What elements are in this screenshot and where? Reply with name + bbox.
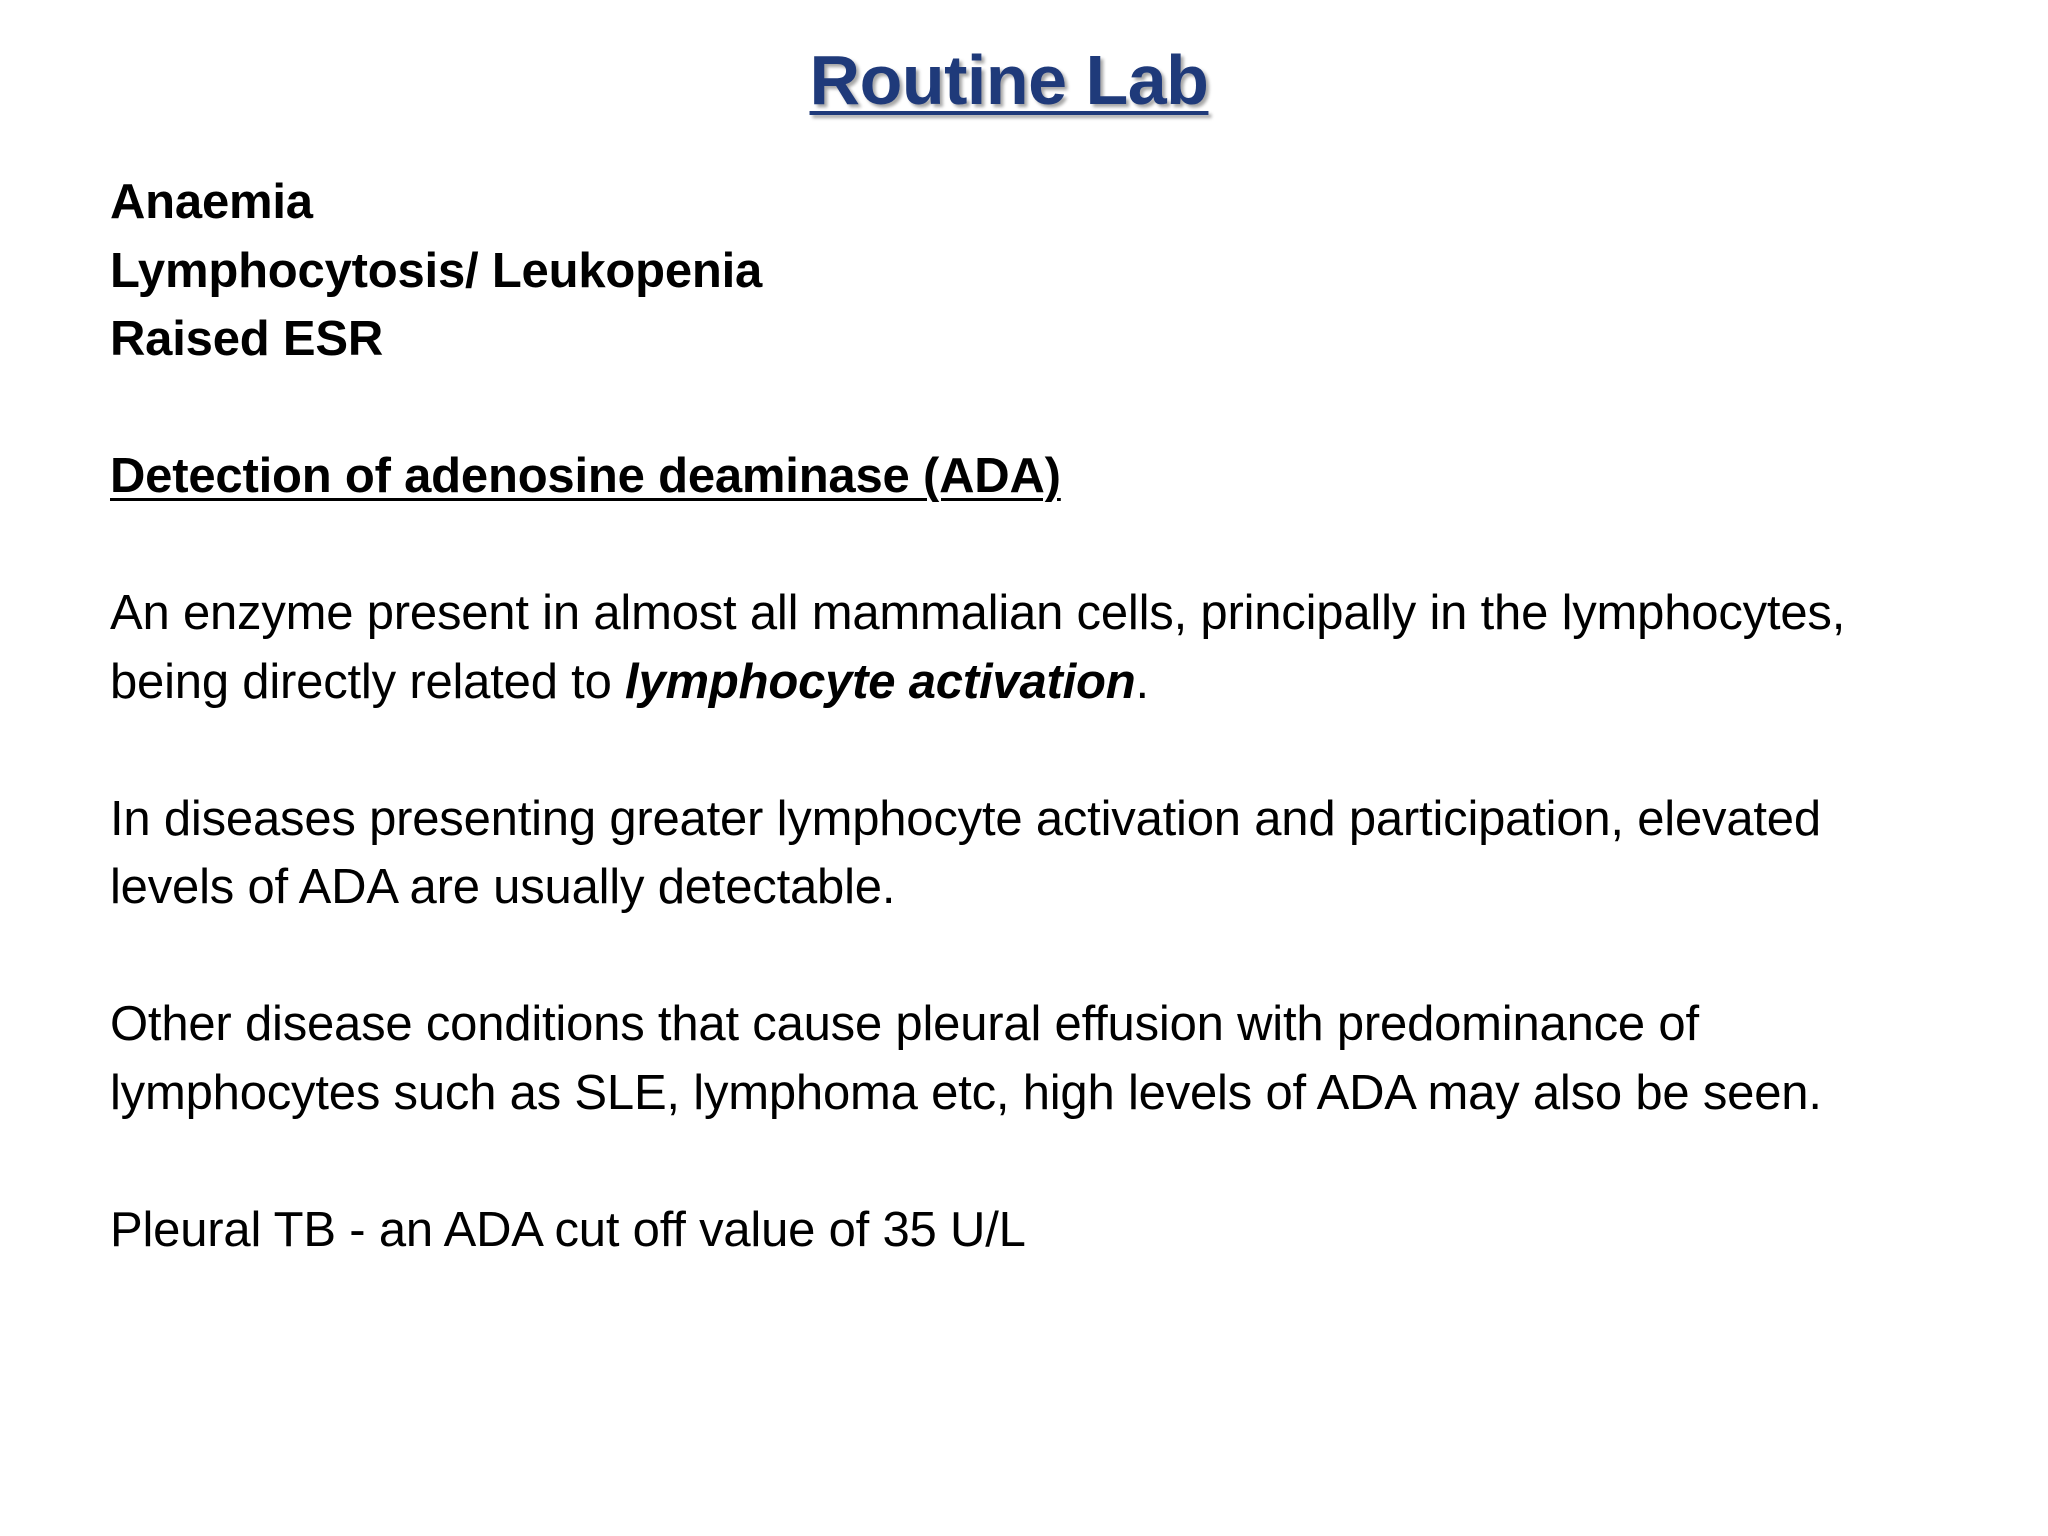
slide-content: [110, 168, 2010, 1264]
paragraph4-line1: Pleural TB - an ADA cut off value of 35 U/L: [110, 1202, 1026, 1257]
spacer: [110, 374, 2010, 443]
spacer: [110, 716, 2010, 785]
spacer: [110, 922, 2010, 991]
paragraph1-line2: [110, 648, 2010, 717]
spacer: [110, 511, 2010, 580]
finding-anaemia: Anaemia: [110, 175, 313, 229]
finding-raised-esr: Raised ESR: [110, 312, 384, 366]
paragraph2-line2: levels of ADA are usually detectable.: [110, 860, 896, 914]
paragraph1-line1: An enzyme present in almost all mammalian cells, principally in the lymphocytes,: [110, 586, 1846, 640]
paragraph2-line1: In diseases presenting greater lymphocyte activation and participation, elevated: [110, 791, 1821, 846]
lymphocyte-activation-emphasis: lymphocyte activation: [625, 654, 1136, 709]
ada-heading-line: [110, 442, 2010, 511]
spacer: [110, 1127, 2010, 1196]
finding-lymphocytosis-leukopenia: Lymphocytosis/ Leukopenia: [110, 243, 763, 298]
paragraph1-line2-suffix: .: [1135, 654, 1149, 709]
ada-heading: Detection of adenosine deaminase (ADA): [110, 449, 1061, 503]
slide-title: Routine Lab: [809, 41, 1209, 119]
paragraph3-line2: lymphocytes such as SLE, lymphoma etc, high levels of ADA may also be seen.: [110, 1065, 1822, 1120]
paragraph1-line2-prefix: being directly related to: [110, 654, 626, 709]
paragraph3-line1: Other disease conditions that cause pleural effusion with predominance of: [110, 997, 1699, 1051]
